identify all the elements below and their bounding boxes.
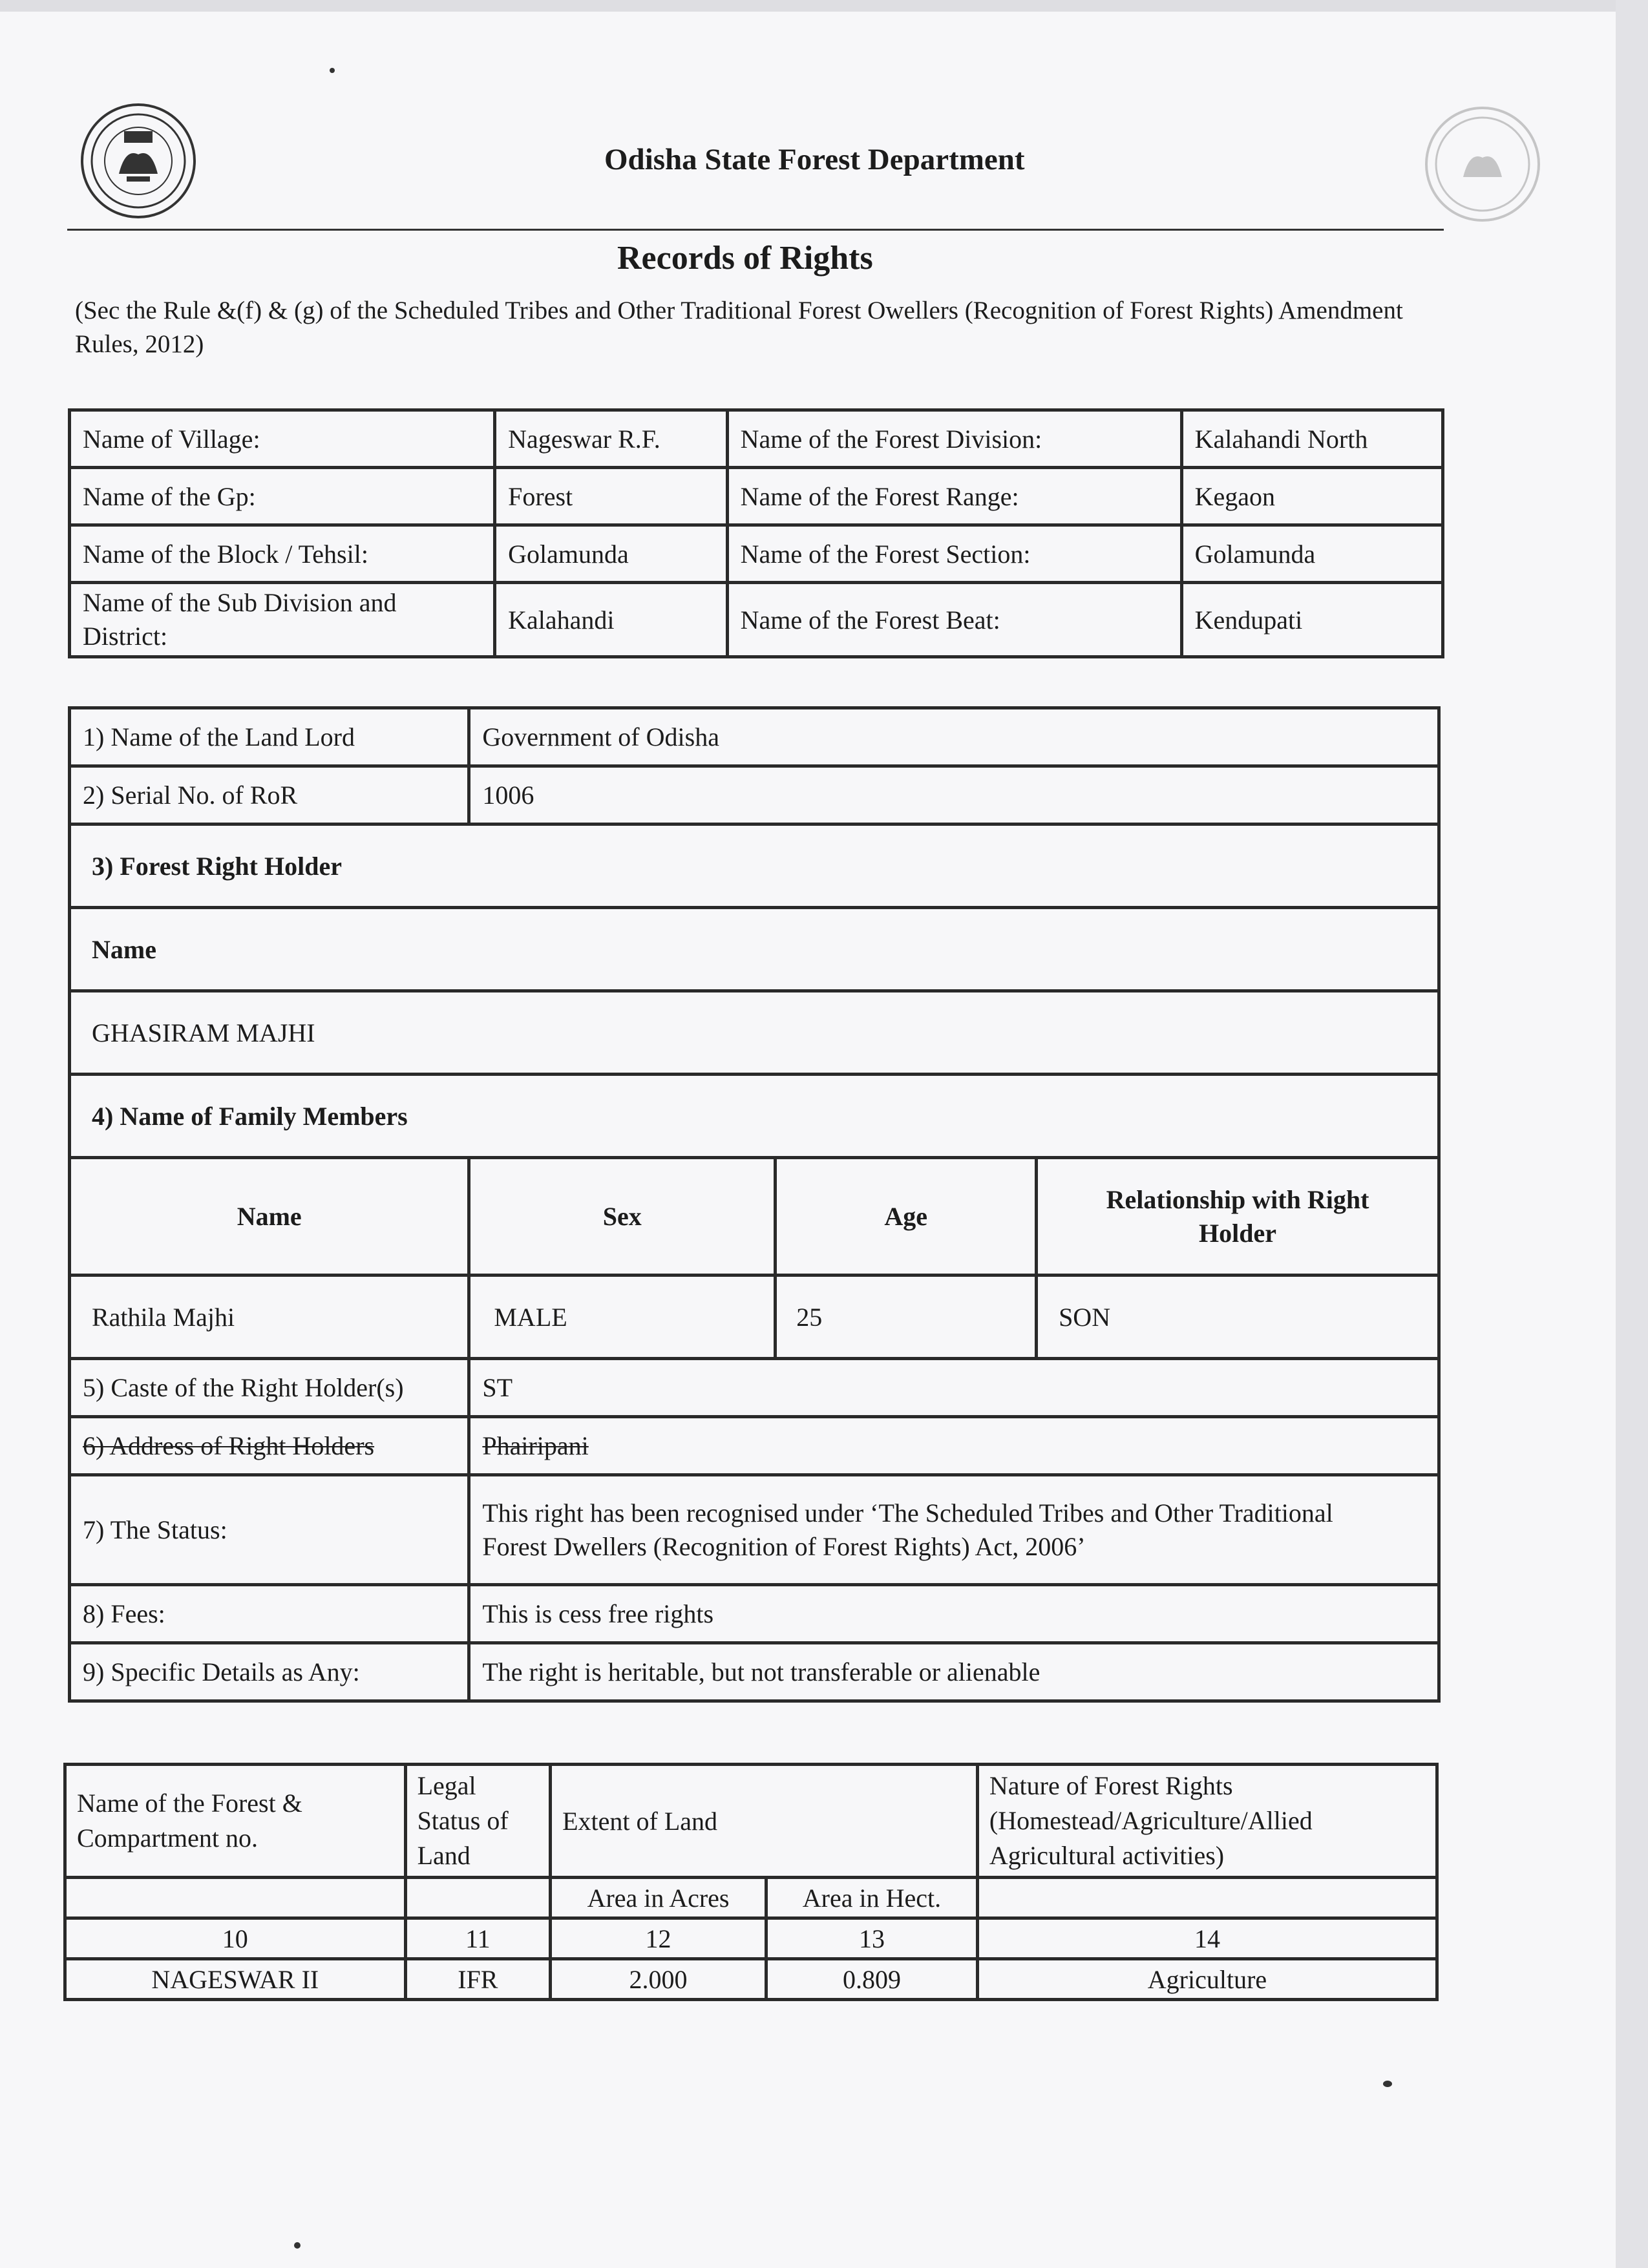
land-lord-label: 1) Name of the Land Lord: [70, 708, 469, 766]
document-title: Records of Rights: [617, 240, 873, 277]
status-value: [469, 1475, 1439, 1585]
family-member-name: Rathila Majhi: [70, 1276, 469, 1359]
sub-division-label: Name of the Sub Division and District:: [70, 583, 495, 657]
village-label: Name of Village:: [70, 410, 495, 468]
nature-of-rights-value: Agriculture: [977, 1959, 1437, 2000]
table-row: [70, 708, 1439, 766]
table-row: [70, 525, 1443, 583]
village-value: Nageswar R.F.: [495, 410, 727, 468]
scan-speck: [330, 68, 335, 73]
col-area-hect: Area in Hect.: [766, 1878, 977, 1918]
forest-division-value: Kalahandi North: [1181, 410, 1442, 468]
department-title: Odisha State Forest Department: [604, 143, 1025, 176]
table-row: [65, 1765, 1437, 1878]
family-heading: 4) Name of Family Members: [70, 1075, 1439, 1158]
serial-label: 2) Serial No. of RoR: [70, 766, 469, 824]
forest-beat-value: Kendupati: [1181, 583, 1442, 657]
block-label: Name of the Block / Tehsil:: [70, 525, 495, 583]
caste-value: ST: [469, 1359, 1439, 1417]
table-row: [70, 1475, 1439, 1585]
fees-label: 8) Fees:: [70, 1585, 469, 1643]
table-row: [70, 468, 1443, 525]
status-line-2: Forest Dwellers (Recognition of Forest Rights) Act, 2006’: [482, 1531, 1086, 1561]
odisha-emblem-watermark-icon: [1425, 107, 1540, 222]
table-row: [70, 1359, 1439, 1417]
header-divider: [67, 229, 1444, 231]
area-acres-value: 2.000: [551, 1959, 766, 2000]
table-row: [70, 1417, 1439, 1475]
table-row: [70, 1276, 1439, 1359]
forest-name-value: NAGESWAR II: [65, 1959, 406, 2000]
table-row: [65, 1878, 1437, 1918]
col-number-10: 10: [65, 1918, 406, 1959]
col-extent-of-land: Extent of Land: [551, 1765, 978, 1878]
forest-section-value: Golamunda: [1181, 525, 1442, 583]
caste-label: 5) Caste of the Right Holder(s): [70, 1359, 469, 1417]
holder-name: GHASIRAM MAJHI: [70, 991, 1439, 1075]
record-table: [68, 706, 1441, 1703]
block-value: Golamunda: [495, 525, 727, 583]
empty-cell: [977, 1878, 1437, 1918]
odisha-emblem-icon: [81, 103, 196, 218]
family-col-relationship: Relationship with Right Holder: [1037, 1158, 1439, 1276]
fees-value: This is cess free rights: [469, 1585, 1439, 1643]
table-row: [70, 1643, 1439, 1701]
table-row: [70, 908, 1439, 991]
table-row: [65, 1918, 1437, 1959]
table-row: [70, 1075, 1439, 1158]
holder-heading: 3) Forest Right Holder: [70, 824, 1439, 908]
table-row: [70, 766, 1439, 824]
forest-beat-label: Name of the Forest Beat:: [727, 583, 1181, 657]
sub-division-value: Kalahandi: [495, 583, 727, 657]
col-area-acres: Area in Acres: [551, 1878, 766, 1918]
family-col-age: Age: [776, 1158, 1037, 1276]
col-forest-compartment: Name of the Forest & Compartment no.: [65, 1765, 406, 1878]
col-nature-of-rights: Nature of Forest Rights (Homestead/Agriculture/Allied Agricultural activities): [977, 1765, 1437, 1878]
scan-speck: [1383, 2081, 1392, 2087]
status-line-1: This right has been recognised under ‘The Scheduled Tribes and Other Traditional: [482, 1498, 1333, 1528]
family-col-sex: Sex: [469, 1158, 776, 1276]
scan-speck: [294, 2242, 301, 2249]
table-row: [70, 1585, 1439, 1643]
status-label: 7) The Status:: [70, 1475, 469, 1585]
forest-division-label: Name of the Forest Division:: [727, 410, 1181, 468]
empty-cell: [405, 1878, 551, 1918]
gp-value: Forest: [495, 468, 727, 525]
details-label: 9) Specific Details as Any:: [70, 1643, 469, 1701]
address-label: 6) Address of Right Holders: [70, 1417, 469, 1475]
forest-range-label: Name of the Forest Range:: [727, 468, 1181, 525]
table-row: [70, 410, 1443, 468]
bleed-through-text: [511, 145, 518, 178]
table-row: [70, 991, 1439, 1075]
col-number-11: 11: [405, 1918, 551, 1959]
col-number-12: 12: [551, 1918, 766, 1959]
forest-range-value: Kegaon: [1181, 468, 1442, 525]
family-col-name: Name: [70, 1158, 469, 1276]
land-lord-value: Government of Odisha: [469, 708, 1439, 766]
holder-name-label: Name: [70, 908, 1439, 991]
serial-value: 1006: [469, 766, 1439, 824]
details-value: The right is heritable, but not transferable or alienable: [469, 1643, 1439, 1701]
land-table: [63, 1763, 1439, 2001]
rule-reference: (Sec the Rule &(f) & (g) of the Scheduled Tribes and Other Traditional Forest Owellers (Recognition of Forest Rights) Amendment Rules, 2012): [75, 297, 1403, 358]
area-hect-value: 0.809: [766, 1959, 977, 2000]
col-legal-status: Legal Status of Land: [405, 1765, 551, 1878]
forest-section-label: Name of the Forest Section:: [727, 525, 1181, 583]
col-number-14: 14: [977, 1918, 1437, 1959]
col-number-13: 13: [766, 1918, 977, 1959]
table-row: [70, 1158, 1439, 1276]
scan-right-edge: [1616, 0, 1648, 2268]
family-member-relationship: SON: [1037, 1276, 1439, 1359]
gp-label: Name of the Gp:: [70, 468, 495, 525]
address-value: Phairipani: [469, 1417, 1439, 1475]
table-row: [70, 583, 1443, 657]
empty-cell: [65, 1878, 406, 1918]
scan-top-edge: [0, 0, 1648, 12]
legal-status-value: IFR: [405, 1959, 551, 2000]
family-member-sex: MALE: [469, 1276, 776, 1359]
table-row: [65, 1959, 1437, 2000]
location-table: [68, 408, 1444, 658]
family-member-age: 25: [776, 1276, 1037, 1359]
table-row: [70, 824, 1439, 908]
